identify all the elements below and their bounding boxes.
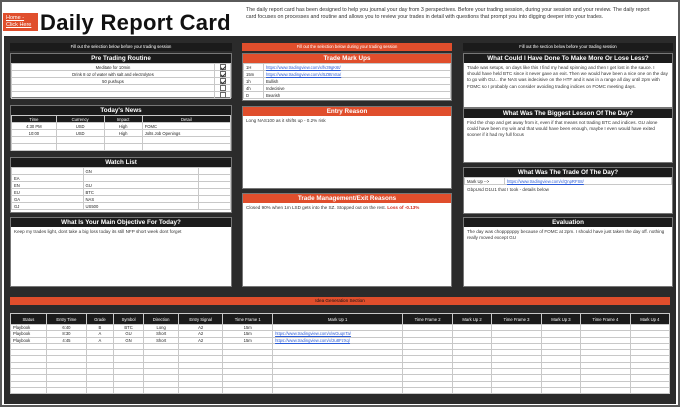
- watchlist-cell[interactable]: GJ: [12, 203, 84, 210]
- lesson-text[interactable]: Find the chop and get away from it, even if that means not trading BTC and indices. GU alone could have been my win and that would have been enough, maybe I even would have exited sooner if it had my full focus: [467, 120, 658, 138]
- markup-label: Mark Up -->: [465, 178, 505, 185]
- routine-checkbox[interactable]: [220, 64, 226, 70]
- trade-management-panel: [242, 193, 452, 287]
- watchlist-cell[interactable]: [198, 189, 230, 196]
- markup-value-cell: [264, 78, 451, 85]
- news-cell[interactable]: [142, 144, 230, 151]
- ideas-row: [11, 387, 670, 393]
- markups-panel: [242, 53, 452, 101]
- routine-checkbox[interactable]: [220, 92, 226, 98]
- watchlist-cell[interactable]: US500: [83, 203, 198, 210]
- objective-text[interactable]: Keep my trades light, dont take a big loss today its still NFP short week dont forget: [14, 229, 182, 234]
- news-cell[interactable]: 4:30 PM: [12, 123, 57, 130]
- objective-title: What Is Your Main Objective For Today?: [11, 218, 231, 227]
- markup-timeframe: D: [244, 92, 264, 99]
- ideas-cell[interactable]: [113, 387, 144, 393]
- markup-link[interactable]: https://www.tradingview.com/x/5Z8tmSa/: [266, 71, 342, 77]
- news-cell[interactable]: [104, 137, 142, 144]
- ideas-title: Idea Generation Section: [10, 297, 670, 305]
- ideas-column-header: Entry Signal: [178, 314, 222, 325]
- watchlist-row: [12, 189, 231, 196]
- loss-value: Loss of -0.13%: [387, 205, 420, 210]
- markup-row: [244, 85, 451, 92]
- routine-row: [12, 64, 231, 71]
- improve-panel: [463, 53, 673, 108]
- ideas-value: 4:45: [62, 337, 71, 343]
- news-cell[interactable]: USD: [56, 130, 104, 137]
- routine-check-cell: [215, 92, 231, 99]
- watchlist-row: [12, 182, 231, 189]
- news-cell[interactable]: [142, 137, 230, 144]
- entry-reason-text[interactable]: Long NAS100 as it shifts up - 0.2% risk: [246, 118, 326, 123]
- ideas-value: A2: [198, 337, 204, 343]
- routine-row: [12, 85, 231, 92]
- news-cell[interactable]: High: [104, 130, 142, 137]
- markup-bias[interactable]: Bullish: [266, 78, 279, 84]
- news-row: [12, 130, 231, 137]
- watchlist-cell[interactable]: GU: [83, 182, 198, 189]
- trade-of-day-markup-table: [464, 177, 672, 185]
- routine-label[interactable]: Drink 8 oz of water with salt and electrolytes: [12, 71, 215, 78]
- news-panel: [10, 105, 232, 151]
- trade-of-day-panel: [463, 167, 673, 214]
- routine-row: [12, 78, 231, 85]
- news-column-header: Currency: [56, 116, 104, 123]
- news-row: [12, 137, 231, 144]
- ideas-column-header: Mark Up 2: [452, 314, 491, 325]
- ideas-value: 15m: [243, 337, 252, 343]
- watchlist-cell[interactable]: EU: [12, 189, 84, 196]
- ideas-column-header: Time Frame 1: [223, 314, 273, 325]
- ideas-cell[interactable]: [403, 387, 453, 393]
- trade-of-day-title: What Was The Trade Of The Day?: [464, 168, 672, 177]
- pre-trading-table: [11, 63, 231, 99]
- evaluation-title: Evaluation: [464, 218, 672, 227]
- markups-title: Trade Mark Ups: [243, 54, 451, 63]
- routine-row: [12, 92, 231, 99]
- ideas-value: A2: [198, 331, 204, 337]
- watchlist-cell[interactable]: GN: [83, 168, 198, 175]
- routine-check-cell: [215, 85, 231, 92]
- ideas-cell[interactable]: [87, 387, 114, 393]
- ideas-cell[interactable]: [452, 387, 491, 393]
- intro-text: The daily report card has been designed to help you journal your day from 3 perspectives. Before your trading session, during your session and your review. The daily report card focuses on processes and routine and allows you to review your trades in detail with questions that prompt you into digging deeper into your trades.: [246, 7, 650, 21]
- watchlist-cell[interactable]: [198, 168, 230, 175]
- watchlist-cell[interactable]: GA: [12, 196, 84, 203]
- markup-row: [244, 71, 451, 78]
- improve-title: What Could I Have Done To Make More Or Lose Less?: [464, 54, 672, 63]
- ideas-value: BTC: [124, 325, 133, 331]
- routine-checkbox[interactable]: [220, 71, 226, 77]
- watchlist-cell[interactable]: EN: [12, 182, 84, 189]
- news-cell[interactable]: High: [104, 123, 142, 130]
- ideas-cell[interactable]: [492, 387, 542, 393]
- watchlist-table: [11, 167, 231, 210]
- ideas-cell[interactable]: [144, 387, 179, 393]
- ideas-value: Long: [156, 325, 166, 331]
- news-cell[interactable]: [56, 144, 104, 151]
- ideas-value: GU: [125, 331, 132, 337]
- watchlist-title: Watch List: [11, 158, 231, 167]
- lesson-panel: [463, 108, 673, 163]
- markup-timeframe: 15m: [244, 71, 264, 78]
- news-column-header: Time: [12, 116, 57, 123]
- watchlist-row: [12, 168, 231, 175]
- ideas-link[interactable]: https://www.tradingview.com/x/wGuqnTa/: [275, 331, 351, 337]
- ideas-column-header: Symbol: [113, 314, 144, 325]
- objective-panel: [10, 217, 232, 287]
- watchlist-cell[interactable]: [198, 182, 230, 189]
- news-cell[interactable]: [12, 144, 57, 151]
- news-row: [12, 123, 231, 130]
- ideas-header-row: [11, 314, 670, 325]
- markup-timeframe: 1H: [244, 64, 264, 71]
- ideas-column-header: Grade: [87, 314, 114, 325]
- watchlist-cell[interactable]: [198, 203, 230, 210]
- ideas-value: Short: [156, 331, 167, 337]
- markup-value-cell: [264, 71, 451, 78]
- routine-checkbox[interactable]: [220, 85, 226, 91]
- pre-trading-title: Pre Trading Routine: [11, 54, 231, 63]
- news-cell[interactable]: [56, 137, 104, 144]
- page-title: Daily Report Card: [40, 10, 231, 35]
- report-sheet: [2, 2, 678, 405]
- ideas-value: Playbook: [13, 337, 31, 343]
- ideas-column-header: Time Frame 4: [580, 314, 630, 325]
- news-cell[interactable]: 10:00: [12, 130, 57, 137]
- trade-management-title: Trade Management/Exit Reasons: [243, 194, 451, 203]
- trade-of-day-link[interactable]: https://www.tradingview.com/x/QnpRFS8/: [507, 178, 584, 184]
- watchlist-row: [12, 175, 231, 182]
- routine-row: [12, 71, 231, 78]
- markup-link[interactable]: https://www.tradingview.com/x/fv39gK6t/: [266, 64, 341, 70]
- watchlist-row: [12, 196, 231, 203]
- ideas-cell[interactable]: [46, 387, 86, 393]
- ideas-column-header: Entry Time: [46, 314, 86, 325]
- ideas-cell[interactable]: [11, 387, 47, 393]
- pre-trading-panel: [10, 53, 232, 98]
- trade-management-text[interactable]: [243, 203, 451, 213]
- markup-timeframe: 4h: [244, 85, 264, 92]
- routine-label[interactable]: 50 pushups: [12, 78, 215, 85]
- ideas-table: [10, 313, 670, 394]
- markup-value-cell: [264, 92, 451, 99]
- watchlist-cell[interactable]: BTC: [83, 189, 198, 196]
- home-link-button[interactable]: Home - Click Here: [3, 13, 38, 31]
- news-table: [11, 115, 231, 151]
- ideas-column-header: Time Frame 3: [492, 314, 542, 325]
- news-column-header: Impact: [104, 116, 142, 123]
- before-session-bar: Fill out the selection below before your trading session: [10, 43, 232, 51]
- routine-label[interactable]: Meditate for 10min: [12, 64, 215, 71]
- markups-table: [243, 63, 451, 99]
- news-cell[interactable]: USD: [56, 123, 104, 130]
- markup-row: [244, 92, 451, 99]
- trade-management-note: Closed 90% when 1m LSD gets into the SZ. Stopped out on the rest.: [246, 205, 386, 210]
- routine-label[interactable]: [12, 85, 215, 92]
- ideas-value: Short: [156, 337, 167, 343]
- trade-of-day-text[interactable]: GbpUsd D1U1 that I took - details below: [467, 187, 549, 192]
- markup-value-cell: [264, 85, 451, 92]
- after-session-bar: Fill out the section below before your trading session: [463, 43, 673, 51]
- routine-label[interactable]: [12, 92, 215, 99]
- markup-row: [244, 78, 451, 85]
- news-cell[interactable]: [104, 144, 142, 151]
- markup-row: [244, 64, 451, 71]
- ideas-value: A2: [198, 325, 204, 331]
- ideas-value: A: [98, 337, 102, 343]
- watchlist-cell[interactable]: [12, 168, 84, 175]
- ideas-value: A: [98, 331, 102, 337]
- evaluation-panel: [463, 217, 673, 287]
- routine-checkbox[interactable]: [220, 78, 226, 84]
- ideas-column-header: Mark Up 3: [541, 314, 580, 325]
- entry-reason-title: Entry Reason: [243, 107, 451, 116]
- markup-bias[interactable]: Indecisive: [266, 85, 285, 91]
- ideas-cell[interactable]: [580, 387, 630, 393]
- ideas-column-header: Mark Up 1: [273, 314, 403, 325]
- news-title: Today's News: [11, 106, 231, 115]
- watchlist-cell[interactable]: NAS: [83, 196, 198, 203]
- ideas-cell[interactable]: [223, 387, 273, 393]
- markup-bias[interactable]: Bearish: [266, 92, 281, 98]
- routine-check-cell: [215, 64, 231, 71]
- ideas-value: 8:30: [62, 331, 71, 337]
- news-cell[interactable]: FOMC: [142, 123, 230, 130]
- ideas-column-header: Direction: [144, 314, 179, 325]
- routine-check-cell: [215, 71, 231, 78]
- news-header-row: [12, 116, 231, 123]
- watchlist-row: [12, 203, 231, 210]
- entry-reason-panel: [242, 106, 452, 189]
- during-session-bar: Fill out the selection below during your trading session: [242, 43, 452, 51]
- ideas-cell[interactable]: [273, 387, 403, 393]
- improve-text[interactable]: Trade was setups, on days like this I find my head spinning and then I get lost in the sauce. I should have held BTC since it never gave an exit. Then we would have been a nice one on the day to go with GU... the NAS was indecisive on the HTF and it was in a range all day until 2pm with FOMC so I probably can consider avoiding trading indices on FOMC meeting days.: [467, 65, 668, 89]
- news-cell[interactable]: [12, 137, 57, 144]
- lesson-title: What Was The Biggest Lesson Of The Day?: [464, 109, 672, 118]
- ideas-value: 15m: [243, 325, 252, 331]
- ideas-column-header: Mark Up 4: [630, 314, 669, 325]
- ideas-cell[interactable]: [178, 387, 222, 393]
- watchlist-cell[interactable]: EA: [12, 175, 84, 182]
- ideas-cell[interactable]: [630, 387, 669, 393]
- ideas-value: Playbook: [13, 331, 31, 337]
- watchlist-cell[interactable]: [83, 175, 198, 182]
- news-cell[interactable]: Jolts Job Openings: [142, 130, 230, 137]
- news-row: [12, 144, 231, 151]
- ideas-value: 15m: [243, 331, 252, 337]
- ideas-cell[interactable]: [541, 387, 580, 393]
- ideas-column-header: Status: [11, 314, 47, 325]
- evaluation-text[interactable]: The day was choppppppy because of FOMC at 2pm. I should have just taken the day off. nothing really moved except GU: [467, 229, 665, 241]
- watchlist-cell[interactable]: [198, 175, 230, 182]
- markup-timeframe: 1h: [244, 78, 264, 85]
- routine-check-cell: [215, 78, 231, 85]
- markup-value-cell: [264, 64, 451, 71]
- watchlist-panel: [10, 157, 232, 213]
- ideas-value: 6:40: [62, 325, 71, 331]
- watchlist-cell[interactable]: [198, 196, 230, 203]
- ideas-value: B: [98, 325, 102, 331]
- ideas-value: GN: [125, 337, 132, 343]
- ideas-link[interactable]: https://www.tradingview.com/x/2u8FzXq/: [275, 337, 351, 343]
- news-column-header: Detail: [142, 116, 230, 123]
- ideas-value: Playbook: [13, 325, 31, 331]
- ideas-column-header: Time Frame 2: [403, 314, 453, 325]
